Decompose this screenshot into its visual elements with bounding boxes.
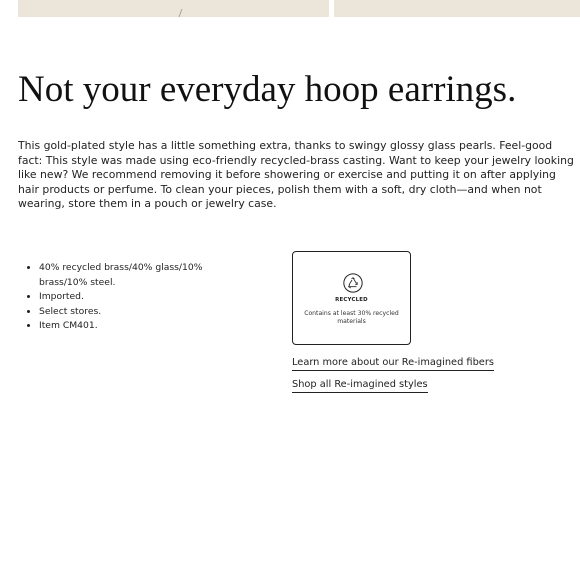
recycled-note: Contains at least 30% recycled materials	[304, 310, 399, 325]
product-image-right[interactable]	[334, 0, 580, 17]
feature-item-materials: • 40% recycled brass/40% glass/10% brass/10% steel.	[39, 261, 239, 290]
learn-more-fibers-link[interactable]: Learn more about our Re-imagined fibers	[292, 356, 494, 371]
image-detail-mark	[179, 9, 189, 17]
product-description: This gold-plated style has a little something extra, thanks to swingy glossy glass pearls. Feel-good fact: This style was made using eco-friendly recycled-brass casting. Want to keep your jewelry looking like new? We recommend removing it before showering or exercise and putting it on after applying hair products or perfume. To clean your pieces, polish them with a soft, dry cloth—and when not wearing, store them in a pouch or jewelry case.	[18, 139, 574, 210]
feature-item-availability: • Select stores.	[39, 305, 239, 320]
feature-item-number: • Item CM401.	[39, 319, 239, 334]
product-features-list	[24, 261, 239, 334]
product-image-strip	[0, 0, 580, 17]
product-headline: Not your everyday hoop earrings.	[18, 69, 517, 110]
recycle-icon	[343, 273, 363, 293]
feature-item-origin: • Imported.	[39, 290, 239, 305]
recycled-badge-card	[292, 251, 411, 345]
shop-reimagined-styles-link[interactable]: Shop all Re-imagined styles	[292, 378, 428, 393]
product-image-left[interactable]	[18, 0, 329, 17]
recycled-label: RECYCLED	[335, 297, 368, 303]
